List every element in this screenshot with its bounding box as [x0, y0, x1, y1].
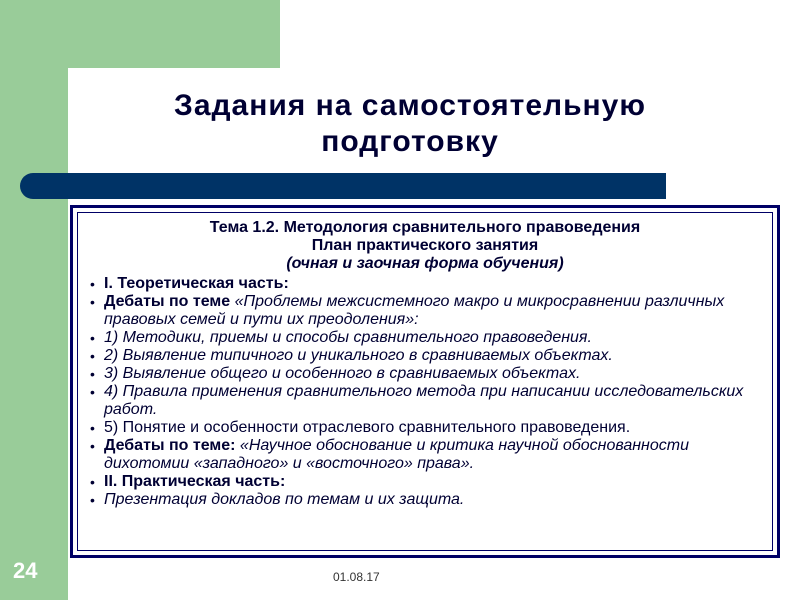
plan-title: План практического занятия	[311, 237, 539, 254]
item-text: 5) Понятие и особенности отраслевого сравнительного правоведения.	[104, 419, 631, 436]
list-item	[90, 293, 772, 329]
bullet-icon: •	[90, 366, 95, 382]
bullet-icon: •	[90, 276, 95, 292]
item-italic-text: 4) Правила применения сравнительного метода при написании исследовательских работ.	[104, 383, 744, 418]
item-bold-text: Дебаты по теме	[104, 293, 235, 310]
list-item	[90, 437, 772, 473]
bullet-icon: •	[90, 438, 95, 454]
bullet-icon: •	[90, 474, 95, 490]
top-green-band	[0, 0, 280, 68]
left-green-band	[0, 0, 68, 600]
page-number: 24	[13, 558, 38, 583]
bullet-icon: •	[90, 294, 95, 310]
list-item	[90, 491, 772, 509]
item-italic-text: 3) Выявление общего и особенного в сравниваемых объектах.	[104, 365, 581, 382]
list-item	[90, 473, 772, 491]
slide-title-line-1: Задания на самостоятельную	[174, 89, 646, 122]
bullet-icon: •	[90, 384, 95, 400]
content-inner-frame	[77, 212, 773, 551]
slide-date: 01.08.17	[333, 570, 380, 584]
item-italic-text: Презентация докладов по темам и их защита.	[104, 491, 465, 508]
title-divider-bar	[20, 173, 666, 199]
item-italic-text: 2) Выявление типичного и уникального в сравниваемых объектах.	[104, 347, 613, 364]
bullet-icon: •	[90, 492, 95, 508]
topic-title: Тема 1.2. Методология сравнительного правоведения	[209, 219, 641, 236]
item-italic-text: «Проблемы межсистемного макро и микросравнении различных правовых семей и пути их преодоления»:	[104, 293, 725, 328]
list-item	[90, 275, 772, 293]
slide-title	[110, 88, 710, 160]
task-list	[78, 275, 772, 509]
bullet-icon: •	[90, 420, 95, 436]
list-item	[90, 419, 772, 437]
item-bold-text: Дебаты по теме:	[104, 437, 240, 454]
item-bold-text: I. Теоретическая часть:	[104, 275, 289, 292]
bullet-icon: •	[90, 330, 95, 346]
study-form: (очная и заочная форма обучения)	[286, 255, 564, 272]
slide-title-line-2: подготовку	[321, 125, 499, 158]
content-frame	[70, 205, 780, 558]
item-italic-text: «Научное обоснование и критика научной обоснованности дихотомии «западного» и «восточного» права».	[104, 437, 689, 472]
list-item	[90, 329, 772, 347]
list-item	[90, 347, 772, 365]
list-item	[90, 365, 772, 383]
bullet-icon: •	[90, 348, 95, 364]
list-item	[90, 383, 772, 419]
item-bold-text: II. Практическая часть:	[104, 473, 286, 490]
topic-heading	[78, 219, 772, 273]
item-italic-text: 1) Методики, приемы и способы сравнительного правоведения.	[104, 329, 592, 346]
